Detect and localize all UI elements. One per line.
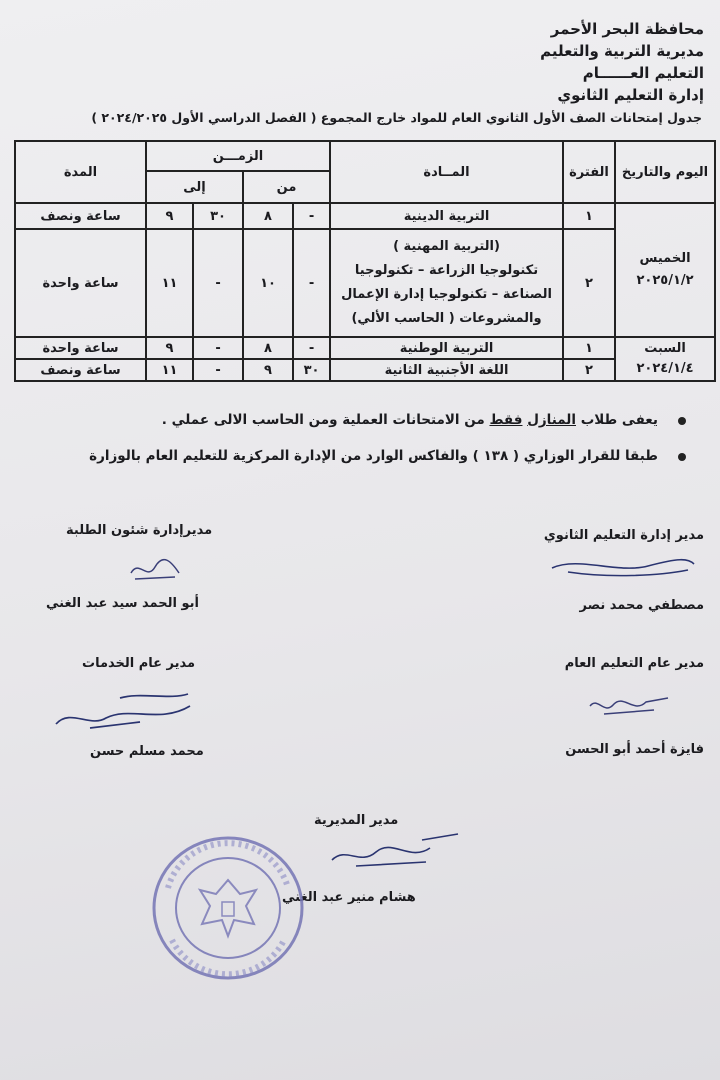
duration-cell: ساعة ونصف — [15, 359, 146, 381]
header-from: من — [243, 171, 330, 203]
from-minute: - — [293, 337, 330, 359]
header-period: الفترة — [563, 141, 615, 203]
signature-title: مدير عام الخدمات — [82, 656, 196, 671]
to-minute: - — [193, 359, 243, 381]
subject-line: والمشروعات ( الحاسب الألي) — [351, 311, 542, 326]
date-value: ٢٠٢٥/١/٢ — [636, 273, 694, 288]
signature-block-general-education — [565, 656, 704, 671]
table-row — [15, 203, 715, 229]
note-text: يعفى طلاب — [580, 412, 658, 428]
to-hour: ١١ — [146, 359, 193, 381]
day-name: الخميس — [639, 251, 691, 266]
period-cell: ١ — [563, 337, 615, 359]
general-education-line: التعليم العــــــام — [582, 64, 704, 82]
subject-cell — [330, 229, 563, 337]
signature-title: مديرإدارة شئون الطلبة — [66, 523, 213, 538]
period-cell: ٢ — [563, 359, 615, 381]
signature-title: مدير المديرية — [314, 813, 399, 828]
secondary-admin-line: إدارة التعليم الثانوي — [557, 86, 704, 104]
table-row — [15, 337, 715, 359]
subject-cell: التربية الدينية — [330, 203, 563, 229]
note-item — [30, 412, 690, 428]
note-underlined-text: فقط — [489, 412, 523, 428]
letterhead — [540, 18, 704, 106]
from-hour: ٨ — [243, 337, 293, 359]
subject-line: (التربية المهنية ) — [393, 239, 500, 254]
from-minute: ٣٠ — [293, 359, 330, 381]
signature-scrawl-icon — [50, 688, 200, 738]
bullet-icon — [678, 417, 686, 425]
signature-title: مدير عام التعليم العام — [564, 656, 704, 671]
note-item — [30, 448, 690, 464]
signature-name-general-education: فايزة أحمد أبو الحسن — [565, 742, 704, 757]
subject-cell: اللغة الأجنبية الثانية — [330, 359, 563, 381]
exam-schedule-table — [14, 140, 716, 382]
from-hour: ٩ — [243, 359, 293, 381]
to-hour: ٩ — [146, 203, 193, 229]
from-minute: - — [293, 203, 330, 229]
from-hour: ٨ — [243, 203, 293, 229]
note-underlined-text: المنازل — [527, 412, 576, 428]
signature-scrawl-icon — [548, 548, 698, 588]
signature-scrawl-icon — [584, 690, 674, 722]
to-hour: ١١ — [146, 229, 193, 337]
signature-scrawl-icon — [125, 555, 185, 585]
signature-block-student-affairs — [66, 523, 212, 538]
signature-name-services: محمد مسلم حسن — [90, 744, 204, 759]
document-title: جدول إمتحانات الصف الأول الثانوي العام للمواد خارج المجموع ( الفصل الدراسي الأول ٢٠٢٤/٢٠٢٥ ) — [91, 110, 702, 125]
signature-name-student-affairs: أبو الحمد سيد عبد الغني — [46, 596, 199, 611]
header-day-date: اليوم والتاريخ — [615, 141, 715, 203]
period-cell: ١ — [563, 203, 615, 229]
from-minute: - — [293, 229, 330, 337]
day-cell — [615, 203, 715, 337]
header-to: إلى — [146, 171, 243, 203]
signature-block-secondary-admin — [544, 528, 704, 543]
signature-name-secondary-admin: مصطفي محمد نصر — [579, 598, 704, 613]
signature-scrawl-icon — [326, 826, 466, 876]
signature-block-services — [82, 656, 195, 671]
header-subject: المــادة — [330, 141, 563, 203]
note-text: طبقا للقرار الوزاري ( ١٣٨ ) والفاكس الوارد من الإدارة المركزية للتعليم العام بالوزارة — [89, 448, 658, 464]
header-duration: المدة — [15, 141, 146, 203]
day-name: السبت — [644, 341, 686, 356]
period-cell: ٢ — [563, 229, 615, 337]
governorate-line: محافظة البحر الأحمر — [550, 20, 704, 38]
subject-cell: التربية الوطنية — [330, 337, 563, 359]
table-row — [15, 359, 715, 381]
to-minute: - — [193, 229, 243, 337]
day-cell — [615, 337, 715, 381]
from-hour: ١٠ — [243, 229, 293, 337]
to-minute: ٣٠ — [193, 203, 243, 229]
subject-line: الصناعة – تكنولوجيا إدارة الإعمال — [341, 287, 552, 302]
bullet-icon — [678, 453, 686, 461]
to-hour: ٩ — [146, 337, 193, 359]
to-minute: - — [193, 337, 243, 359]
table-row — [15, 229, 715, 337]
duration-cell: ساعة ونصف — [15, 203, 146, 229]
directorate-line: مديرية التربية والتعليم — [540, 42, 704, 60]
signature-title: مدير إدارة التعليم الثانوي — [543, 528, 704, 543]
signature-name-director: هشام منير عبد الغني — [282, 890, 416, 905]
duration-cell: ساعة واحدة — [15, 337, 146, 359]
subject-line: تكنولوجيا الزراعة – تكنولوجيا — [354, 263, 539, 278]
header-time: الزمـــن — [146, 141, 330, 171]
notes-list — [30, 412, 690, 484]
date-value: ٢٠٢٤/١/٤ — [636, 361, 694, 376]
note-text: من الامتحانات العملية ومن الحاسب الالى عملي . — [161, 412, 485, 428]
official-stamp-icon — [148, 828, 308, 988]
duration-cell: ساعة واحدة — [15, 229, 146, 337]
